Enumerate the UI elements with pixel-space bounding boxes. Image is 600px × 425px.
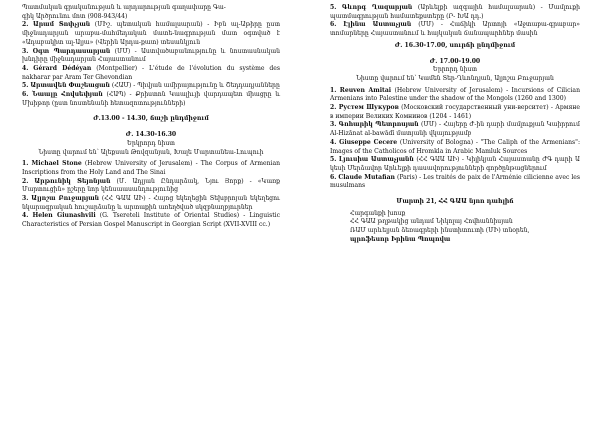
closing-line: պրոֆեսոր Իրինա Պոպովա <box>350 235 451 243</box>
program-item: 1. Michael Stone (Hebrew University of Jerusalem) - The Corpus of Armenian Inscriptions from the Holy Land and The Sinai <box>22 160 281 176</box>
closing-line: ՌԱՄ արևելյան ձեռագրերի ինստիտուտի (ՄԻ) տնօրեն, <box>350 227 530 235</box>
speaker-name: Ալյոշա Բուջարյան <box>31 195 100 203</box>
program-item: 4. Gérard Dédéyan (Montpellier) - L'étude de l'évolution du système des nakharar par Aram Ter Ghevondian <box>22 64 281 81</box>
program-item: 3. Գոհարիկ Պետրոսյան (ՄՄ) - Հայերը Ժ-ին դարի մամլուքյան Կաիրրում Al-Hizānat al-bawādī մատյանի վկայությամբ <box>330 121 580 138</box>
session-chairs: Նիստը վարում են՝ Ալեքսան Թովզանյան, Խալե Մարտանեա-Լուպուի <box>38 148 264 156</box>
speaker-name: Արթունիկ Տեյոնյան <box>34 177 111 185</box>
speaker-name: Рустем Шукуров <box>338 104 399 112</box>
closing-block <box>330 210 580 245</box>
speaker-name: Gérard Dédéyan <box>33 64 92 72</box>
speaker-name: Նաալը Հովսեփյան <box>32 91 103 99</box>
speaker-name: Reuven Amitai <box>339 86 392 94</box>
program-item: 2. Արամ Տոփչյան (ՄԻշ. պետական համալսարան) - Իբն ալ-Աթիրը ըստ միջնադարյան արաբա-մահմեդական մատե-նագրության մատ օգտված է «Ադաբակիտ ալ-Ալյա» (Վերին Արդա-քատ) տեսանկյուն <box>22 21 280 46</box>
program-item: 4. Helen Giunashvili (G. Tsereteli Institute of Oriental Studies) - Linguistic Characteristics of Persian Gospel Manuscript in Georgian Script (XVII-XVIII cc.) <box>22 212 281 229</box>
program-item: 2. Рустем Шукуров (Московский государственный уни-верситет) - Армяне в империи Великих Комнинов (1204 - 1461) <box>330 104 581 120</box>
speaker-name: Helen Giunashvili <box>32 212 96 220</box>
coffee-break: Ժ. 16.30-17.00, սուրճի ընդմիջում <box>394 41 516 49</box>
left-column <box>22 4 280 230</box>
program-item: 3. Օգտ Պարդասարյան (ՄՄ) - Աստվածաբանությունը և նոստասնական խնդիրը միջնադարյան Հայաստանում <box>22 47 281 64</box>
speaker-name: Օգտ Պարդասարյան <box>32 47 111 55</box>
session-time: Ժ. 14.30-16.30 <box>125 131 177 139</box>
session-chairs: Նիստը վարում են՝ Կամեն Տեր-Ղևոնդյան, Ալյոշա Բուջարյան <box>356 74 554 82</box>
program-item: 6. Էլինա Աստաչյան (ՄՄ) - Հաճիկի Արտոյի «Աջտաբա-գրաբար» տոմարները Հայաստանում և հայկական ճանապարհներ մասին <box>330 21 581 38</box>
intro-line: Պատմական գրականության և արդարության գաղափարը Գա- <box>22 4 226 11</box>
speaker-name: Գևորգ Ղազարյան <box>341 4 413 11</box>
speaker-name: Claude Mutafian <box>338 173 395 181</box>
lunch-break: Ժ.13.00 - 14.30, ճաշի ընդմիջում <box>93 115 209 123</box>
program-item: 6. Claude Mutafian (Paris) - Les traités de paix de l'Arménie cilicienne avec les musulmans <box>330 173 581 190</box>
day-heading: Մարտի 21, ՀՀ ԳԱԱ նյոո դահլիճ <box>396 198 514 206</box>
speaker-name: Գոհարիկ Պետրոսյան <box>338 121 419 129</box>
program-item: 4. Giuseppe Cecere (University of Bologna) - "The Caliph of the Armenians": Images of the Catholicos of Hromkla in Arabic Mamluk Sources <box>330 138 580 155</box>
speaker-name: Giuseppe Cecere <box>339 138 398 146</box>
speaker-name: Michael Stone <box>31 160 82 168</box>
closing-line: Հարգանքի խոսք <box>350 209 406 217</box>
speaker-name: Էլինա Աստաչյան <box>343 21 412 29</box>
session-time: Ժ. 17.00-19.00 <box>429 57 481 65</box>
intro-line: գիկ Արծրունու մոտ (908-943/44) <box>22 12 128 20</box>
closing-line: ՀՀ ԳԱԱ թղթակից անդամ Նիկոլայ Հովհաննիսյան <box>350 218 513 226</box>
speaker-name: Արամ Տոփչյան <box>32 21 91 29</box>
session-title: Երկրորդ նիստ <box>127 139 175 147</box>
speaker-name: Արտավեն Փաշեացան <box>30 82 110 90</box>
right-column <box>330 4 580 245</box>
program-item: 5. Լյուսիա Աստաչյանն (ՀՀ ԳԱԱ ԱԻ) - Կիլիկյան Հայաստանը ԺԳ դարի Ա կեսի Մերձավոր Արևելքի դասավորությունների գործընթացներում <box>330 156 580 172</box>
program-item: 6. Նաալը Հովսեփյան (ՀԱՊ) - Քրիստոն Կաալիւյի վարդապետ միացրը և Մխիթոր (ըստ նոստենանի հետազոտությունների) <box>22 91 281 107</box>
program-item: 1. Reuven Amitai (Hebrew University of Jerusalem) - Incursions of Cilician Armenians into Palestine under the shadow of the Mongols (1260 and 1300) <box>330 86 580 103</box>
program-item: 2. Արթունիկ Տեյոնյան (Մ. Ադլյան Ընդարձակ, Նյու Յորք) - «Կառք Մարտուցին» ըշերը նոր կենսաասանդությունից <box>22 177 280 194</box>
program-item: 5. Արտավեն Փաշեացան (ՀԱՄ) - Պիվյան ամիրայությունը և Շեդդադյանները <box>22 82 280 90</box>
program-item: 5. Գևորգ Ղազարյան (Արևելքի ազգային համալսարան) - Մամլուքի պատմագրության համատեքստերը (Ր- ԽԱ դդ.) <box>330 4 581 20</box>
session-title: Երրորդ նիստ <box>432 66 478 74</box>
speaker-name: Լյուսիա Աստաչյանն <box>338 156 414 164</box>
program-item: 3. Ալյոշա Բուջարյան (ՀՀ ԳԱԱ ԱԻ) - Հայոց եկեղեցին Տեխբրոյան եկեղեցու նկարագրական հուշարձանը և արտաքին առեղծված սկզբնաղբյուրներ <box>22 195 280 211</box>
